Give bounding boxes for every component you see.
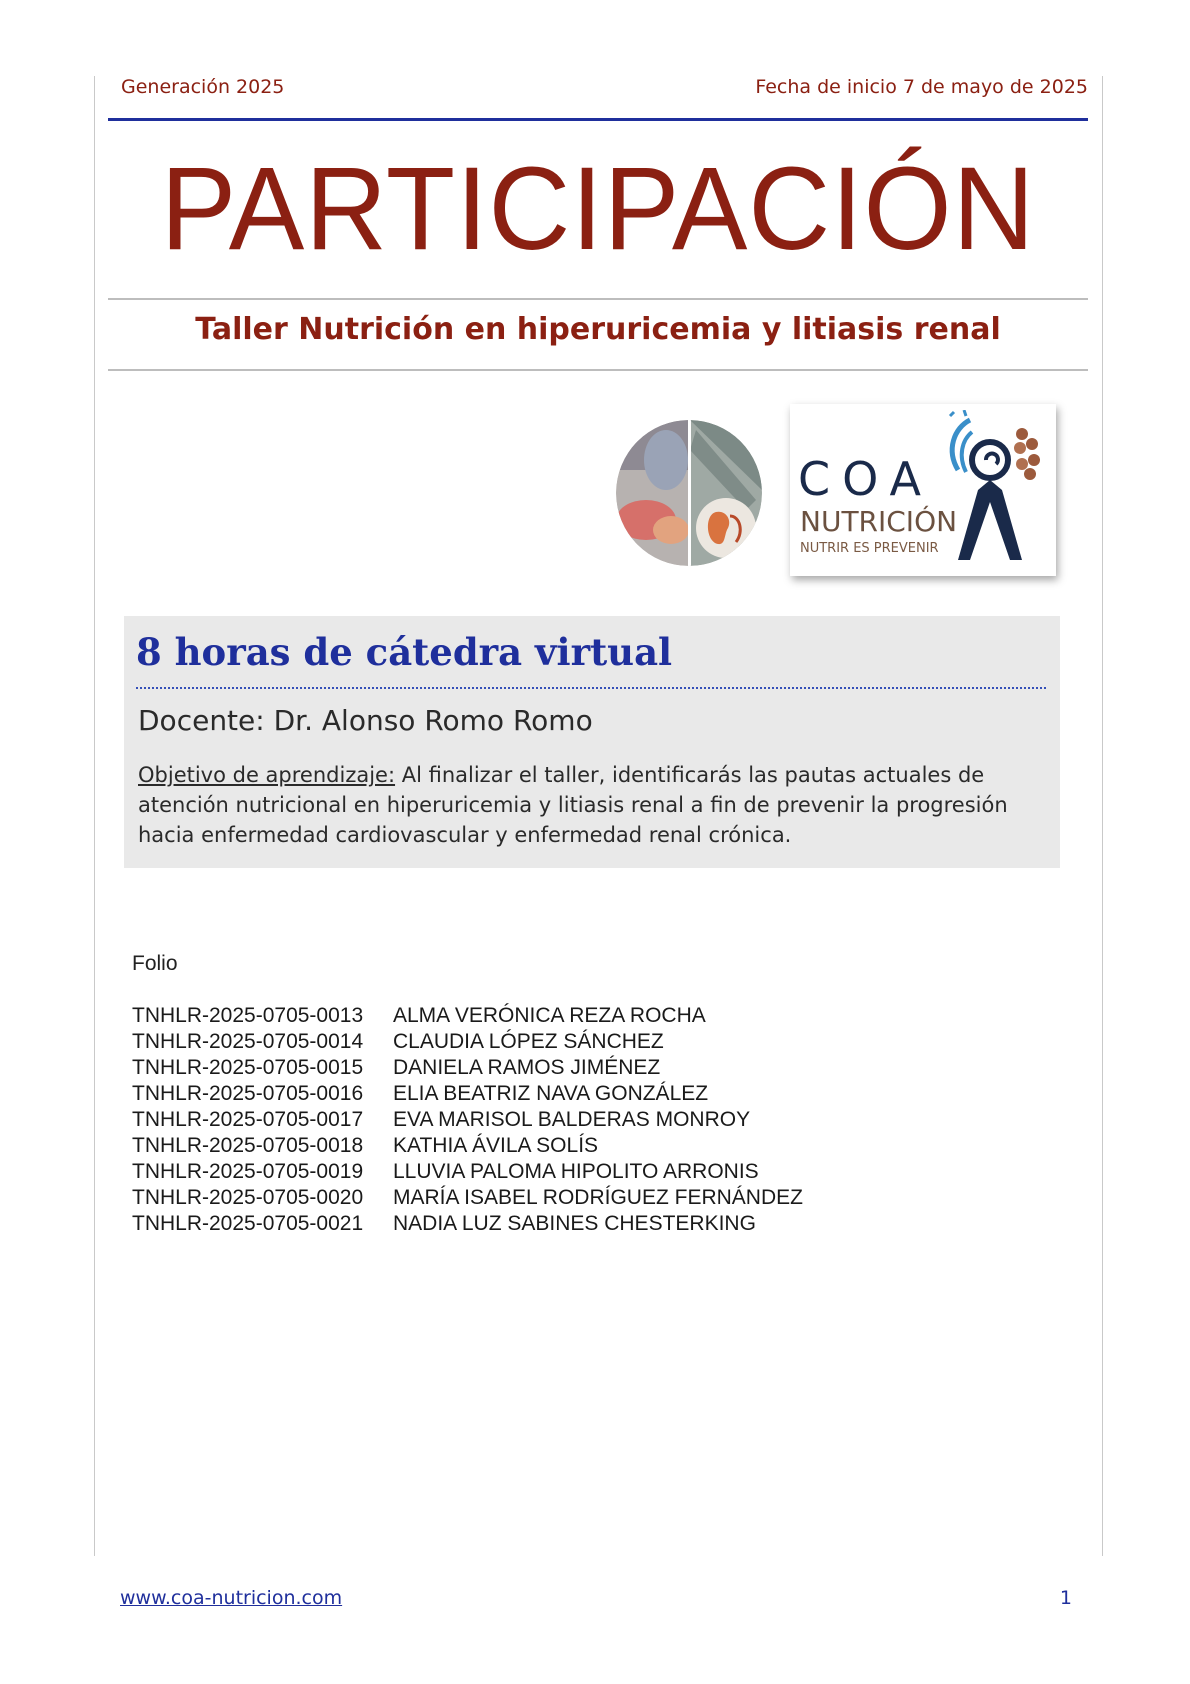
right-margin-line [1102,76,1103,1556]
website-link[interactable]: www.coa-nutricion.com [120,1587,343,1609]
generation-label: Generación 2025 [121,76,285,98]
workshop-title: Taller Nutrición en hiperuricemia y litiasis renal [195,312,1001,347]
participant-name: MARÍA ISABEL RODRÍGUEZ FERNÁNDEZ [393,1186,803,1209]
folio-code: TNHLR-2025-0705-0020 [132,1186,364,1209]
objective-text: Al finalizar el taller, identificarás las pautas actuales de atención nutricional en hiperuricemia y litiasis renal a fin de prevenir la progresión hacia enfermedad cardiovascular y enfermedad renal crónica. [138,763,1008,847]
folio-code: TNHLR-2025-0705-0016 [132,1082,364,1105]
participant-row [132,1211,803,1237]
logo-brand-text: COA [798,452,933,506]
folio-code: TNHLR-2025-0705-0015 [132,1056,364,1079]
participant-row [132,1159,803,1185]
participant-row [132,1133,803,1159]
course-hours: 8 horas de cátedra virtual [136,630,673,674]
logo-name-text: NUTRICIÓN [800,505,958,538]
participant-name: DANIELA RAMOS JIMÉNEZ [393,1056,661,1079]
participant-list [132,1003,803,1237]
participant-name: KATHIA ÁVILA SOLÍS [393,1134,599,1157]
page-number: 1 [1059,1587,1072,1609]
kidney-illustration [616,420,762,566]
learning-objective [138,760,1048,850]
folio-heading: Folio [132,952,178,975]
page-title: PARTICIPACIÓN [160,143,1036,275]
folio-code: TNHLR-2025-0705-0014 [132,1030,364,1053]
folio-code: TNHLR-2025-0705-0018 [132,1134,364,1157]
participant-row [132,1185,803,1211]
title-divider-bottom [108,369,1088,371]
participant-name: EVA MARISOL BALDERAS MONROY [393,1108,751,1131]
folio-code: TNHLR-2025-0705-0019 [132,1160,364,1183]
participant-row [132,1003,803,1029]
participant-row [132,1055,803,1081]
participant-name: ELIA BEATRIZ NAVA GONZÁLEZ [393,1082,709,1105]
logo-figure-icon [940,410,1050,570]
info-dotted-divider [136,687,1046,689]
participant-name: LLUVIA PALOMA HIPOLITO ARRONIS [393,1160,759,1183]
start-date-label: Fecha de inicio 7 de mayo de 2025 [755,76,1088,98]
participant-name: CLAUDIA LÓPEZ SÁNCHEZ [393,1030,664,1053]
participant-row [132,1107,803,1133]
participant-row [132,1029,803,1055]
folio-code: TNHLR-2025-0705-0013 [132,1004,364,1027]
logo-tagline-text: NUTRIR ES PREVENIR [800,541,939,556]
left-margin-line [94,76,95,1556]
participant-name: ALMA VERÓNICA REZA ROCHA [393,1004,706,1027]
header-divider [108,118,1088,121]
course-info-box [124,616,1060,868]
participant-row [132,1081,803,1107]
participant-name: NADIA LUZ SABINES CHESTERKING [393,1212,756,1235]
folio-code: TNHLR-2025-0705-0021 [132,1212,364,1235]
folio-code: TNHLR-2025-0705-0017 [132,1108,364,1131]
title-divider-top [108,298,1088,300]
teacher-name: Docente: Dr. Alonso Romo Romo [138,704,593,737]
coa-nutricion-logo [790,404,1056,576]
objective-label: Objetivo de aprendizaje: [138,763,396,787]
